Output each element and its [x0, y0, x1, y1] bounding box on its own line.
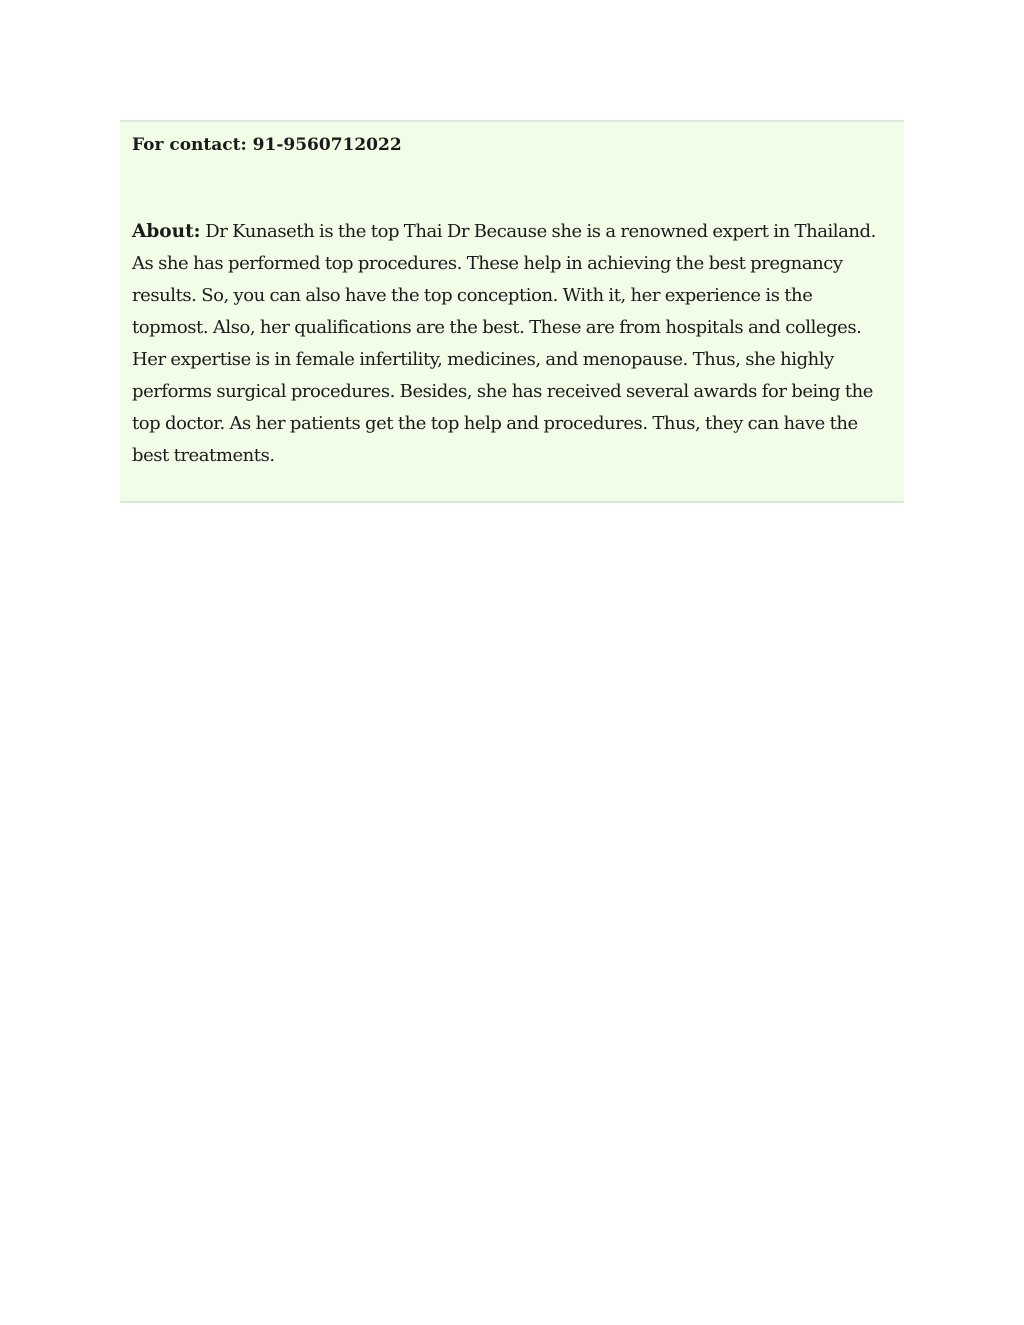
info-box: [120, 120, 904, 503]
contact-phone: 91-9560712022: [252, 135, 402, 155]
about-paragraph: [132, 216, 893, 472]
contact-label: For contact:: [132, 135, 247, 155]
about-label: About:: [132, 221, 201, 242]
about-text: Dr Kunaseth is the top Thai Dr Because she is a renowned expert in Thailand. As she has performed top procedures. These help in achieving the best pregnancy results. So, you can also have the top conception. With it, her experience is the topmost. Also, her qualifications are the best. These are from hospitals and colleges. Her expertise is in female infertility, medicines, and menopause. Thus, she highly performs surgical procedures. Besides, she has received several awards for being the top doctor. As her patients get the top help and procedures. Thus, they can have the best treatments.: [132, 221, 876, 466]
contact-line: [132, 134, 893, 156]
